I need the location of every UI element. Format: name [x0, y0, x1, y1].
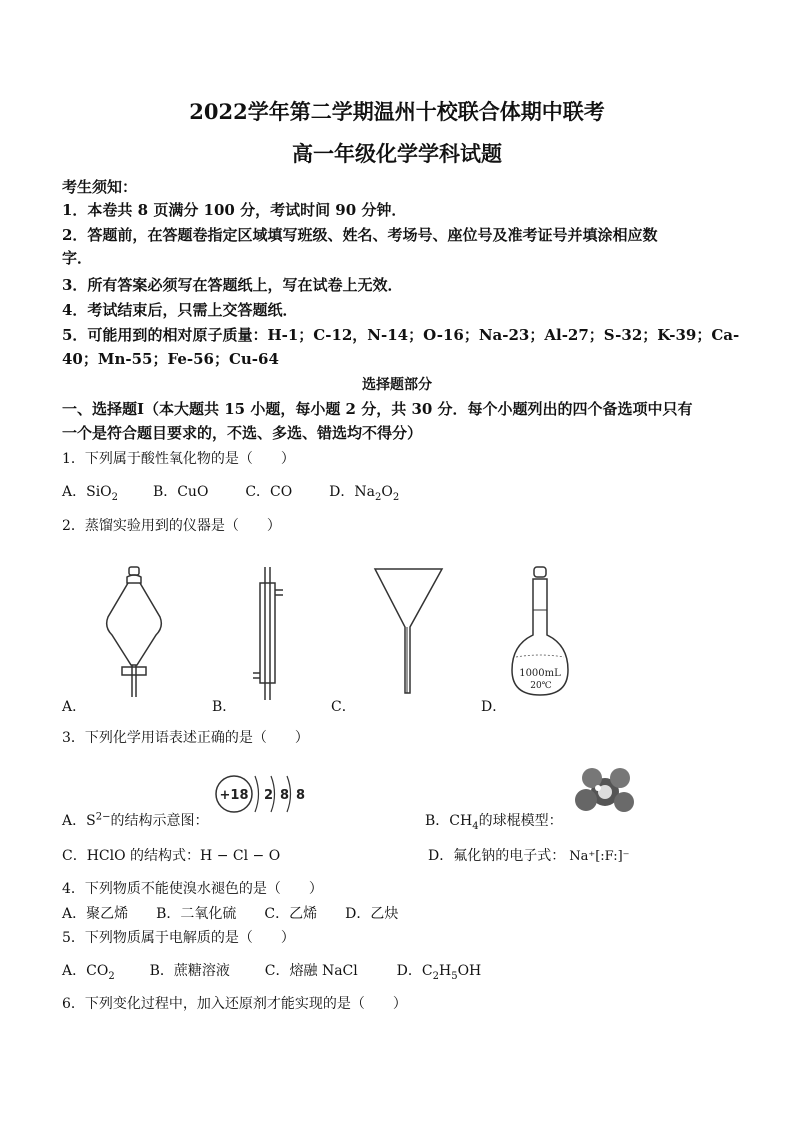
option-b: B．蔗糖溶液 [149, 963, 230, 979]
question-2-label-a: A． [62, 699, 87, 715]
exam-subtitle: 高一年级化学学科试题 [292, 141, 502, 166]
condenser-image [250, 565, 290, 705]
question-5-options [62, 960, 481, 982]
option-b: B．CuO [152, 484, 209, 500]
question-1-stem: 1．下列属于酸性氧化物的是（ ） [62, 451, 295, 467]
notice-item: 字． [62, 249, 93, 267]
section-title: 选择题部分 [362, 377, 432, 393]
question-3-option-d: D．氟化钠的电子式： Na⁺[:F:]⁻ [428, 848, 630, 864]
question-2-stem: 2．蒸馏实验用到的仪器是（ ） [62, 518, 281, 534]
question-3-option-c: C．HClO 的结构式：H − Cl − O [62, 848, 281, 864]
shell-2-electrons: 8 [280, 788, 290, 803]
flask-volume-label: 1000mL [519, 668, 561, 679]
question-4-options: A．聚乙烯 B．二氧化硫 C．乙烯 D．乙炔 [62, 906, 399, 922]
notice-item: 2．答题前，在答题卷指定区域填写班级、姓名、考场号、座位号及准考证号并填涂相应数 [62, 226, 658, 244]
question-4-stem: 4．下列物质不能使溴水褪色的是（ ） [62, 881, 323, 897]
option-d: D．$C_2H_5OH$ [396, 963, 482, 982]
option-d: D．$Na_2O_2$ [329, 484, 400, 503]
notice-item: 40；Mn-55；Fe-56；Cu-64 [62, 350, 279, 368]
notice-item: 5．可能用到的相对原子质量：H-1；C-12，N-14；O-16；Na-23；Al-27；S-32；K-39；Ca- [62, 326, 740, 344]
notice-heading: 考生须知： [62, 178, 138, 196]
question-5-stem: 5．下列物质属于电解质的是（ ） [62, 930, 295, 946]
atom-structure-diagram [214, 772, 314, 820]
option-c: C．CO [245, 484, 293, 500]
notice-item: 1．本卷共 8 页满分 100 分，考试时间 90 分钟． [62, 201, 407, 219]
question-6-stem: 6．下列变化过程中，加入还原剂才能实现的是（ ） [62, 996, 407, 1012]
question-2-label-b: B． [212, 699, 237, 715]
question-1-options [62, 481, 399, 503]
option-c: C．熔融 NaCl [264, 963, 358, 979]
exam-title: 2022学年第二学期温州十校联合体期中联考 [189, 99, 605, 124]
flask-temp-label: 20℃ [530, 681, 552, 691]
question-3-option-b: B．$CH_4$的球棍模型： [425, 813, 563, 832]
electron-formula: Na⁺[:F:]⁻ [569, 849, 630, 864]
option-a: A．$CO_2$ [62, 963, 115, 982]
question-3-option-a: A．$S^{2-}$的结构示意图： [62, 811, 209, 829]
section-instruction: 一、选择题Ⅰ（本大题共 15 小题，每小题 2 分，共 30 分．每个小题列出的四个备选项中只有 [62, 400, 693, 418]
shell-3-electrons: 8 [296, 788, 306, 803]
volumetric-flask-image [508, 565, 573, 700]
question-2-label-c: C． [331, 699, 356, 715]
section-instruction: 一个是符合题目要求的，不选、多选、错选均不得分） [62, 424, 423, 442]
question-2-label-d: D． [481, 699, 507, 715]
shell-1-electrons: 2 [264, 788, 274, 803]
separatory-funnel-image [100, 565, 170, 700]
question-3-stem: 3．下列化学用语表述正确的是（ ） [62, 730, 309, 746]
funnel-image [372, 565, 447, 697]
notice-item: 4．考试结束后，只需上交答题纸． [62, 301, 298, 319]
option-a: A．SiO$_2$ [62, 484, 119, 503]
nucleus-charge: +18 [219, 788, 249, 803]
notice-item: 3．所有答案必须写在答题纸上，写在试卷上无效． [62, 276, 403, 294]
methane-model-image [570, 766, 640, 816]
